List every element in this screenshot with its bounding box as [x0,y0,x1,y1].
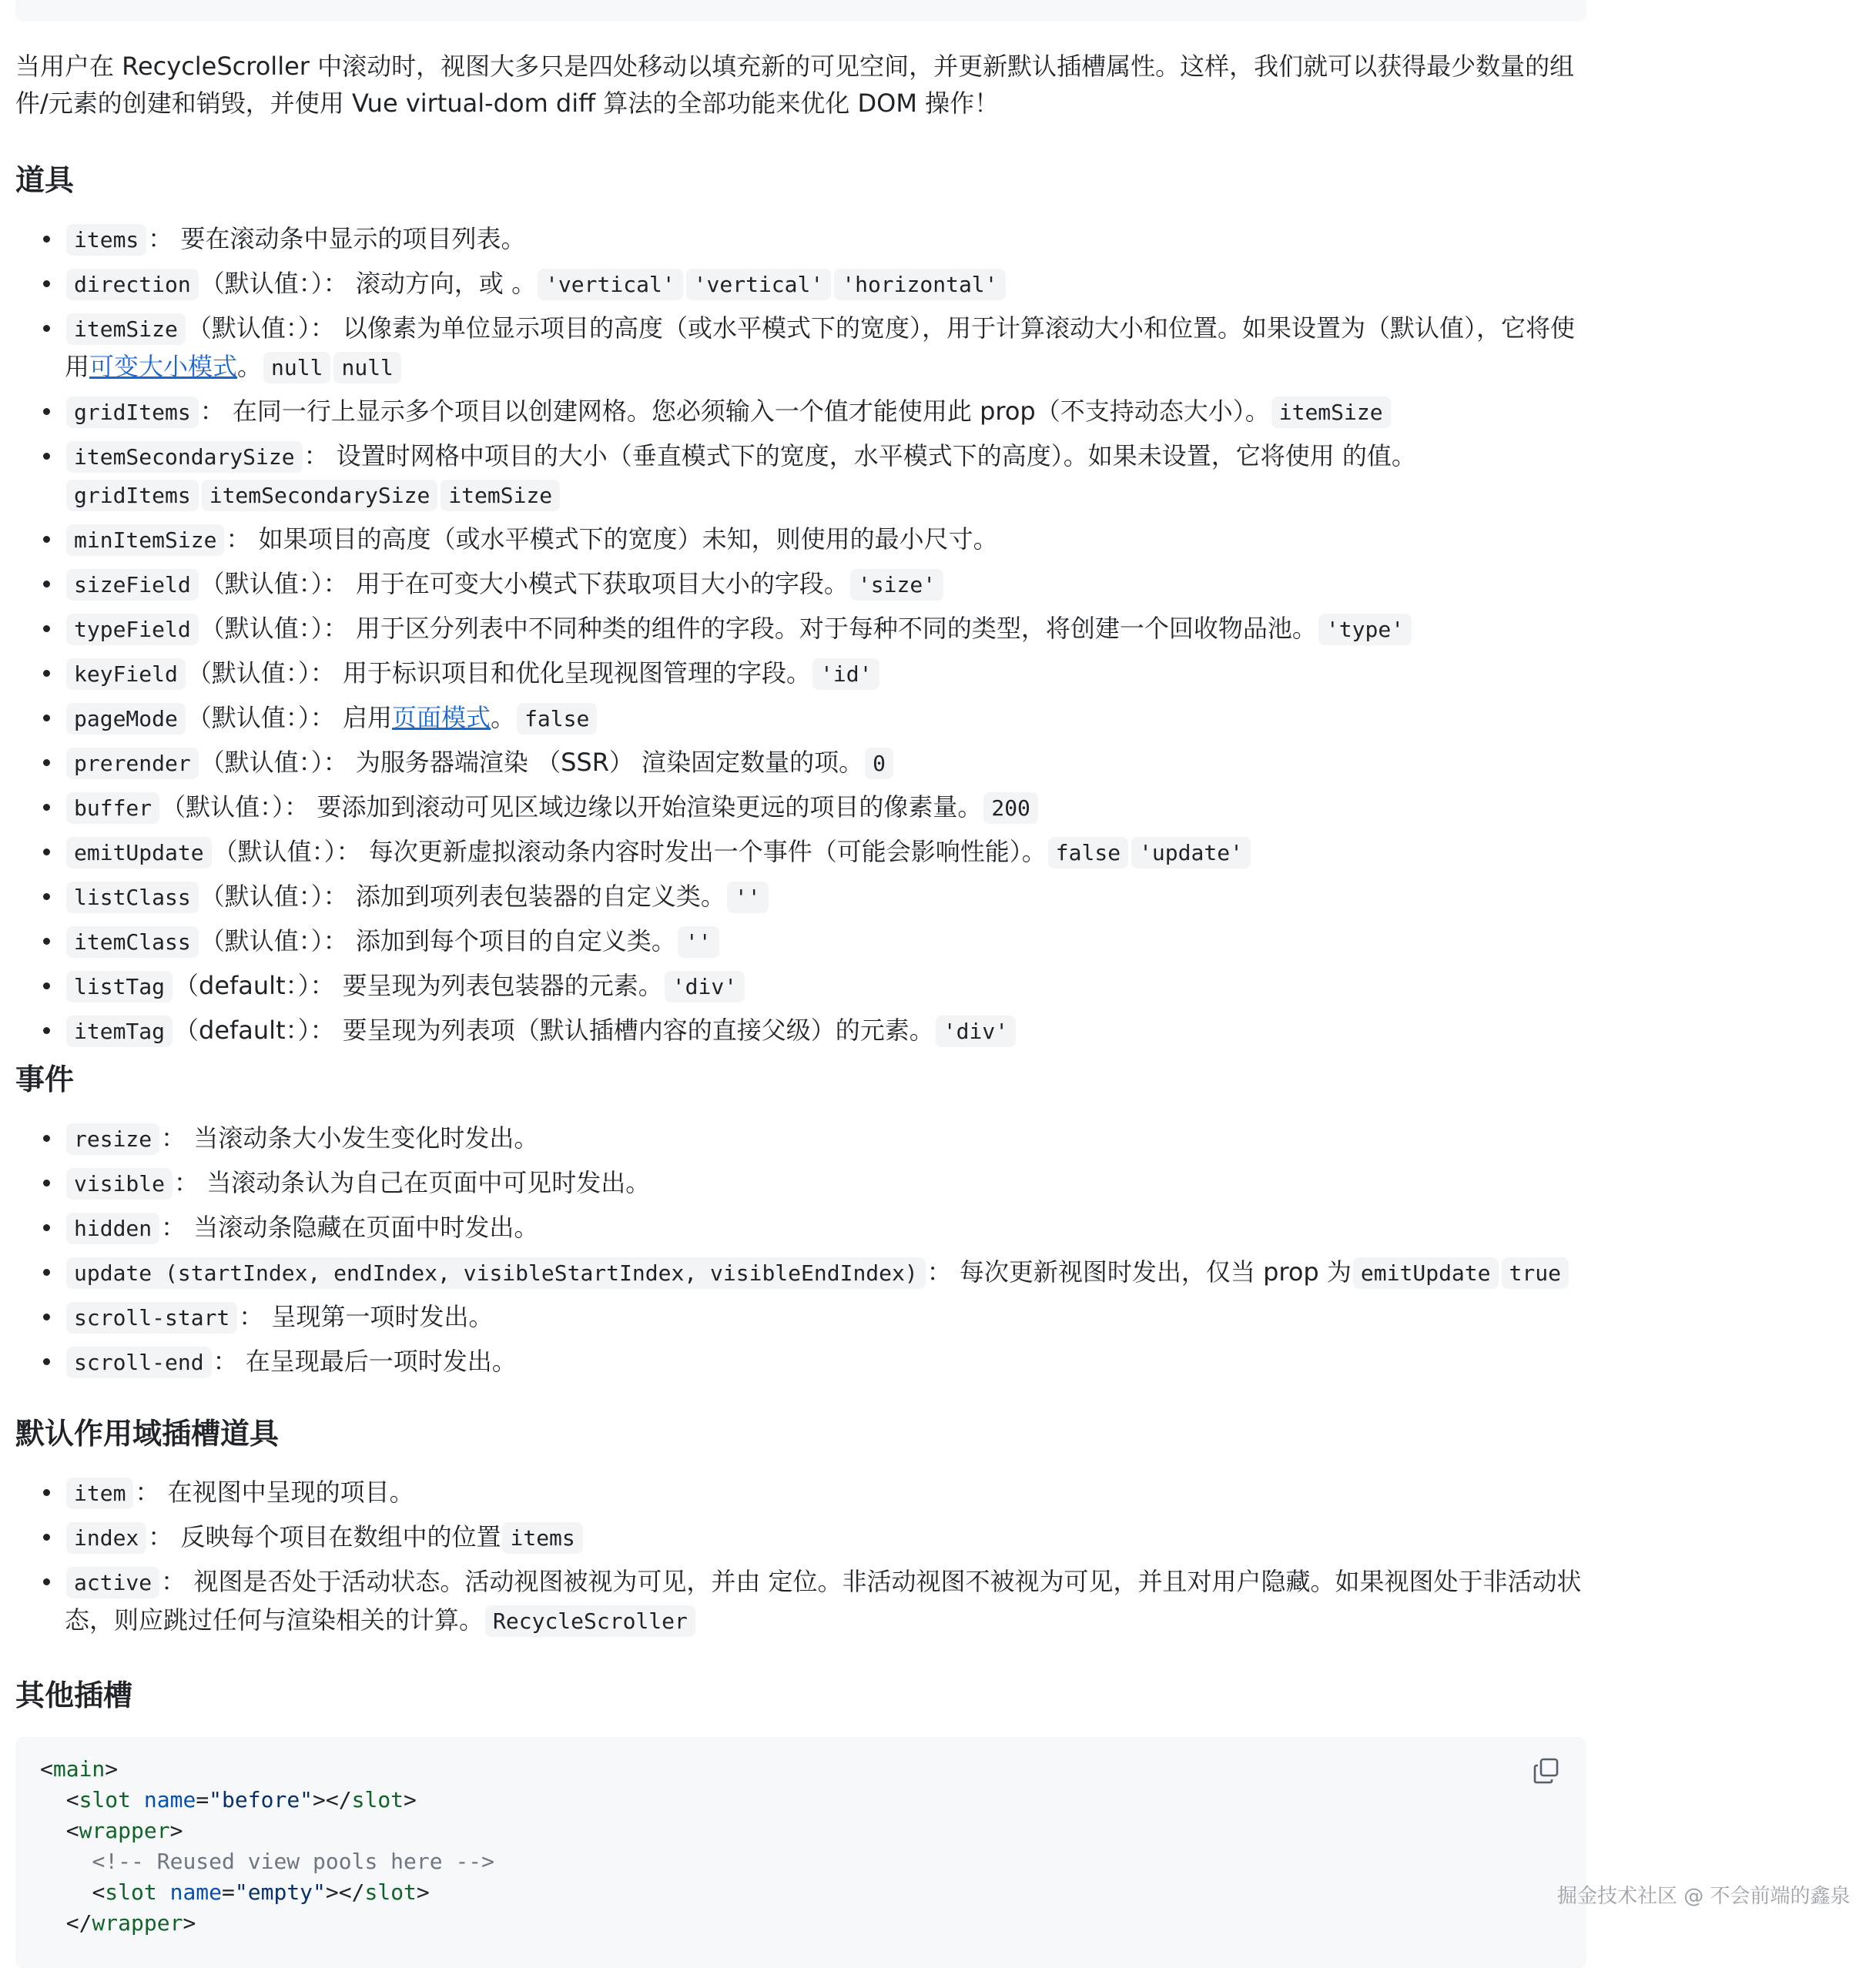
list-item [15,1474,1586,1512]
inline-code: 'div' [936,1016,1016,1047]
code-token: < [65,1818,79,1843]
inline-code: pageMode [66,703,186,735]
other-slots-heading: 其他插槽 [15,1678,133,1712]
code-content [15,1737,1586,1956]
description-text: ： 当滚动条隐藏在页面中时发出。 [161,1213,539,1242]
description-text: （默认值：）： 添加到每个项目的自定义类。 [199,926,676,956]
inline-code: listTag [66,971,173,1002]
inline-code: emitUpdate [1353,1257,1499,1289]
code-token: name [143,1787,196,1812]
inline-code: true [1502,1257,1569,1289]
list-item [15,878,1586,916]
inline-code: 'vertical' [538,269,683,300]
code-token: slot [364,1879,417,1905]
inline-code: itemSecondarySize [66,441,303,473]
doc-link[interactable]: 页面模式 [392,703,491,732]
inline-code: index [66,1522,146,1554]
description-text: 。 [491,703,516,732]
inline-code: 200 [983,792,1038,824]
inline-code: update (startIndex, endIndex, visibleStartIndex, visibleEndIndex) [66,1257,926,1289]
inline-code: null [333,352,400,383]
description-text: ： 呈现第一项时发出。 [239,1302,494,1331]
inline-code: 'id' [812,658,879,690]
description-text: （默认值：）： 为服务器端渲染 （SSR） 渲染固定数量的项。 [199,748,864,777]
copy-button[interactable] [1531,1755,1562,1786]
props-heading: 道具 [15,163,75,197]
list-item [15,833,1586,872]
inline-code: 'div' [665,971,745,1002]
list-item [15,1343,1586,1381]
code-token: < [65,1787,79,1812]
list-item [15,520,1586,559]
watermark: 掘金技术社区 @ 不会前端的鑫泉 [1557,1885,1851,1908]
copy-icon [1531,1755,1562,1786]
description-text: ： 在呈现最后一项时发出。 [213,1347,517,1376]
list-item [15,922,1586,961]
list-item [15,310,1586,387]
code-line [40,1754,1562,1785]
code-token: ></ [313,1787,352,1812]
code-token: "empty" [234,1879,326,1905]
code-token: slot [105,1879,157,1905]
inline-code: gridItems [66,397,199,428]
description-text: 。 [237,352,263,381]
inline-code: visible [66,1168,173,1200]
inline-code: listClass [66,882,199,913]
description-text: ： 在视图中呈现的项目。 [135,1478,414,1507]
description-text: （default：）： 要呈现为列表包装器的元素。 [174,971,663,1000]
inline-code: itemSecondarySize [202,480,438,511]
description-text: （默认值：）： 用于标识项目和优化呈现视图管理的字段。 [186,658,812,688]
code-token: wrapper [92,1910,183,1936]
inline-code: emitUpdate [66,837,212,869]
list-item [15,1298,1586,1337]
props-list [15,220,1586,1056]
inline-code: 0 [865,748,893,779]
description-text: ： 如果项目的高度（或水平模式下的宽度）未知，则使用的最小尺寸。 [226,524,998,554]
list-item [15,744,1586,782]
inline-code: '' [678,926,719,958]
inline-code: sizeField [66,569,199,601]
code-token: <!-- Reused view pools here --> [92,1849,495,1874]
description-text: ： 设置时网格中项目的大小（垂直模式下的宽度，水平模式下的高度）。如果未设置，它将使用 的值。 [303,441,1416,470]
code-token: name [169,1879,223,1905]
events-heading: 事件 [15,1063,75,1096]
code-token: > [416,1879,430,1905]
code-line [40,1816,1562,1846]
list-item [15,393,1586,431]
list-item [15,788,1586,827]
inline-code: prerender [66,748,199,779]
description-text: （default：）： 要呈现为列表项（默认插槽内容的直接父级）的元素。 [174,1016,934,1045]
code-token [157,1879,170,1905]
code-line [40,1877,1562,1908]
code-token: < [92,1879,106,1905]
list-item [15,699,1586,738]
inline-code: scroll-start [66,1302,237,1334]
description-text: （默认值：）： 用于区分列表中不同种类的组件的字段。对于每种不同的类型，将创建一个回收物品池。 [199,614,1317,643]
description-text: ： 当滚动条认为自己在页面中可见时发出。 [174,1168,651,1197]
code-line [40,1908,1562,1939]
code-block [15,1737,1586,1968]
code-line [40,1846,1562,1877]
description-text: （默认值：）： 以像素为单位显示项目的高度（或水平模式下的宽度），用于计算滚动大小和位置。如果设置为（默认值），它将使用 [65,313,1576,381]
description-text: （默认值：）： 用于在可变大小模式下获取项目大小的字段。 [199,569,849,598]
description-text: ： 当滚动条大小发生变化时发出。 [161,1123,539,1153]
inline-code: 'type' [1318,614,1412,645]
list-item [15,565,1586,604]
list-item [15,265,1586,303]
inline-code: false [517,703,597,735]
list-item [15,1253,1586,1292]
inline-code: 'size' [850,569,943,601]
inline-code: 'vertical' [686,269,832,300]
inline-code: typeField [66,614,199,645]
slot-props-heading: 默认作用域插槽道具 [15,1417,280,1451]
list-item [15,1012,1586,1050]
list-item [15,654,1586,693]
inline-code: active [66,1567,159,1598]
code-token: slot [79,1787,132,1812]
inline-code: scroll-end [66,1347,212,1378]
inline-code: 'horizontal' [834,269,1005,300]
list-item [15,1209,1586,1247]
code-token: slot [351,1787,404,1812]
inline-code: itemTag [66,1016,173,1047]
list-item [15,1120,1586,1158]
inline-code: buffer [66,792,159,824]
code-token: > [169,1818,183,1843]
list-item [15,1164,1586,1203]
description-text: ： 要在滚动条中显示的项目列表。 [148,224,526,253]
inline-code: gridItems [66,480,199,511]
description-text: ： 视图是否处于活动状态。活动视图被视为可见，并由 定位。非活动视图不被视为可见，并且对用户隐藏。如果视图处于非活动状态，则应跳过任何与渲染相关的计算。 [65,1567,1582,1635]
description-text: ： 每次更新视图时发出，仅当 prop 为 [926,1257,1352,1287]
list-item [15,610,1586,648]
code-token: = [222,1879,235,1905]
description-text: （默认值：）： 滚动方向，或 。 [199,269,537,298]
inline-code: false [1048,837,1128,869]
description-text: （默认值：）： 每次更新虚拟滚动条内容时发出一个事件（可能会影响性能）。 [213,837,1047,866]
inline-code: keyField [66,658,186,690]
inline-code: itemSize [441,480,560,511]
inline-code: 'update' [1131,837,1251,869]
inline-code: items [502,1522,582,1554]
inline-code: null [263,352,330,383]
code-token: main [52,1756,106,1782]
list-item [15,1518,1586,1557]
code-token: wrapper [79,1818,170,1843]
description-text: ： 在同一行上显示多个项目以创建网格。您必须输入一个值才能使用此 prop（不支持动态大小）。 [199,397,1270,426]
code-token: < [40,1756,53,1782]
description-text: （默认值：）： 要添加到滚动可见区域边缘以开始渲染更远的项目的像素量。 [161,792,983,822]
code-token: > [105,1756,119,1782]
code-block-top-edge [15,0,1586,22]
description-text: （默认值：）： 启用 [186,703,393,732]
inline-code: itemClass [66,926,199,958]
doc-link[interactable]: 可变大小模式 [89,352,238,381]
code-token: = [196,1787,209,1812]
list-item [15,220,1586,259]
inline-code: resize [66,1123,159,1155]
code-token: > [404,1787,417,1812]
slot-props-list [15,1474,1586,1646]
inline-code: hidden [66,1213,159,1244]
inline-code: items [66,224,146,256]
list-item [15,1563,1586,1640]
list-item [15,967,1586,1006]
inline-code: itemSize [1271,397,1391,428]
code-token [131,1787,144,1812]
inline-code: RecycleScroller [485,1605,695,1637]
code-token: > [183,1910,196,1936]
intro-paragraph: 当用户在 RecycleScroller 中滚动时，视图大多只是四处移动以填充新的可见空间，并更新默认插槽属性。这样，我们就可以获得最少数量的组件/元素的创建和销毁，并使用 Vue virtual-dom diff 算法的全部功能来优化 DOM 操作！ [15,52,1575,118]
code-token: </ [65,1910,92,1936]
description-text: ： 反映每个项目在数组中的位置 [148,1522,501,1551]
list-item [15,437,1586,514]
inline-code: itemSize [66,313,186,345]
code-line [40,1785,1562,1816]
code-token: ></ [325,1879,365,1905]
events-list [15,1120,1586,1387]
description-text: （默认值：）： 添加到项列表包装器的自定义类。 [199,882,725,911]
inline-code: '' [727,882,769,913]
inline-code: item [66,1478,133,1509]
code-token: "before" [209,1787,313,1812]
inline-code: minItemSize [66,524,224,556]
inline-code: direction [66,269,199,300]
